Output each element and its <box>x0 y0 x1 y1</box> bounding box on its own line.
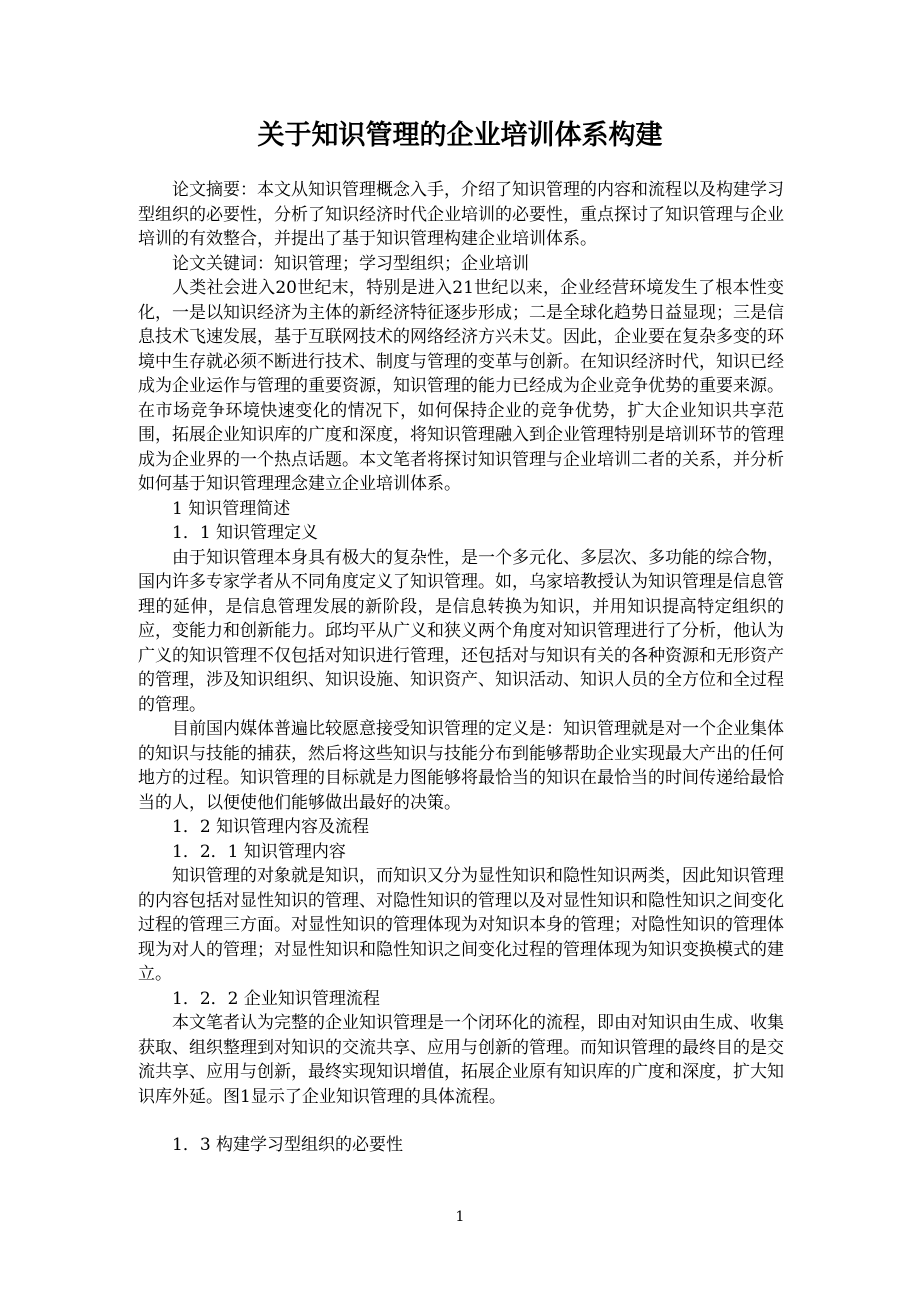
paragraph-1-2-1: 知识管理的对象就是知识，而知识又分为显性知识和隐性知识两类，因此知识管理的内容包括对显性知识的管理、对隐性知识的管理以及对显性知识和隐性知识之间变化过程的管理三方面。对显性知识的管理体现为对知识本身的管理；对隐性知识的管理体现为对人的管理；对显性知识和隐性知识之间变化过程的管理体现为知识变换模式的建立。 <box>138 866 784 984</box>
paragraph-1-2-2: 本文笔者认为完整的企业知识管理是一个闭环化的流程，即由对知识由生成、收集获取、组织整理到对知识的交流共享、应用与创新的管理。而知识管理的最终目的是交流共享、应用与创新，最终实现知识增值，拓展企业原有知识库的广度和深度，扩大知识库外延。图1显示了企业知识管理的具体流程。 <box>138 1013 784 1107</box>
paragraph-1-1-a: 由于知识管理本身具有极大的复杂性，是一个多元化、多层次、多功能的综合物，国内许多专家学者从不同角度定义了知识管理。如，乌家培教授认为知识管理是信息管理的延伸，是信息管理发展的新阶段，是信息转换为知识，并用知识提高特定组织的应，变能力和创新能力。邱均平从广义和狭义两个角度对知识管理进行了分析，他认为广义的知识管理不仅包括对知识进行管理，还包括对与知识有关的各种资源和无形资产的管理，涉及知识组织、知识设施、知识资产、知识活动、知识人员的全方位和全过程的管理。 <box>138 547 784 715</box>
abstract-paragraph: 论文摘要：本文从知识管理概念入手，介绍了知识管理的内容和流程以及构建学习型组织的必要性，分析了知识经济时代企业培训的必要性，重点探讨了知识管理与企业培训的有效整合，并提出了基于知识管理构建企业培训体系。 <box>138 180 784 249</box>
paragraph-1-1-b: 目前国内媒体普遍比较愿意接受知识管理的定义是：知识管理就是对一个企业集体的知识与技能的捕获，然后将这些知识与技能分布到能够帮助企业实现最大产出的任何地方的过程。知识管理的目标就是力图能够将最恰当的知识在最恰当的时间传递给最恰当的人，以便使他们能够做出最好的决策。 <box>138 719 784 813</box>
keywords-line: 论文关键词：知识管理；学习型组织；企业培训 <box>172 253 529 274</box>
section-heading-1-1: 1．1 知识管理定义 <box>172 523 319 543</box>
document-body <box>138 178 784 1158</box>
section-heading-1-2-2: 1．2．2 企业知识管理流程 <box>172 988 380 1009</box>
page-title: 关于知识管理的企业培训体系构建 <box>257 120 663 151</box>
page-number: 1 <box>455 1209 465 1225</box>
spacer <box>138 1109 784 1133</box>
section-heading-1-2-1: 1．2．1 知识管理内容 <box>172 841 346 862</box>
section-heading-1-3: 1．3 构建学习型组织的必要性 <box>172 1135 404 1155</box>
section-heading-1: 1 知识管理简述 <box>172 498 291 519</box>
section-heading-1-2: 1．2 知识管理内容及流程 <box>172 817 370 837</box>
intro-paragraph: 人类社会进入20世纪末，特别是进入21世纪以来，企业经营环境发生了根本性变化，一是以知识经济为主体的新经济特征逐步形成；二是全球化趋势日益显现；三是信息技术飞速发展，基于互联网技术的网络经济方兴未艾。因此，企业要在复杂多变的环境中生存就必须不断进行技术、制度与管理的变革与创新。在知识经济时代，知识已经成为企业运作与管理的重要资源，知识管理的能力已经成为企业竞争优势的重要来源。在市场竞争环境快速变化的情况下，如何保持企业的竞争优势，扩大企业知识共享范围，拓展企业知识库的广度和深度，将知识管理融入到企业管理特别是培训环节的管理成为企业界的一个热点话题。本文笔者将探讨知识管理与企业培训二者的关系，并分析如何基于知识管理理念建立企业培训体系。 <box>138 278 784 494</box>
